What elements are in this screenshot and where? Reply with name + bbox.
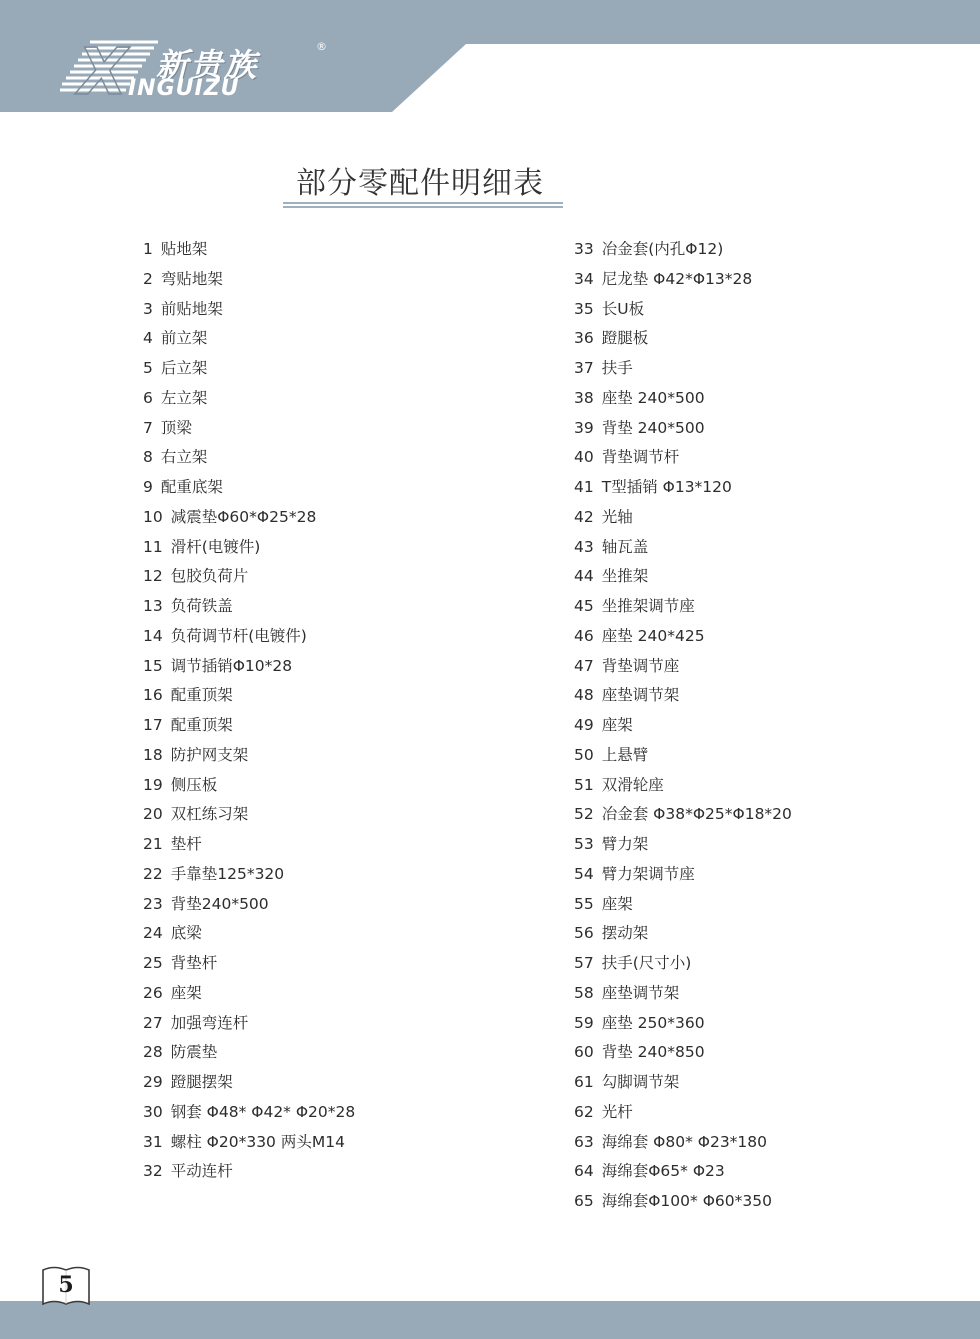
- title-underline: [283, 202, 563, 210]
- list-item: [574, 860, 954, 890]
- part-number: 6: [143, 388, 153, 407]
- list-item: [574, 949, 954, 979]
- part-name: 背垫杆: [170, 954, 218, 972]
- part-number: 25: [143, 954, 163, 972]
- part-name: 调节插销Φ10*28: [170, 656, 293, 675]
- part-name: 蹬腿板: [601, 329, 649, 348]
- part-name: 勾脚调节架: [601, 1073, 680, 1091]
- part-name: 冶金套(内孔Φ12): [601, 240, 724, 258]
- part-number: 62: [574, 1102, 594, 1121]
- part-name: 扶手: [601, 359, 633, 377]
- part-name: T型插销 Φ13*120: [601, 478, 732, 496]
- list-item: [143, 979, 543, 1009]
- part-name: 滑杆(电镀件): [170, 537, 261, 556]
- list-item: [574, 592, 954, 622]
- brand-name-en: INGUIZU: [128, 76, 240, 101]
- part-name: 扶手(尺寸小): [601, 954, 692, 972]
- part-number: 60: [574, 1043, 594, 1062]
- part-number: 18: [143, 745, 163, 764]
- list-item: [143, 1157, 543, 1187]
- part-number: 1: [143, 240, 153, 258]
- part-number: 23: [143, 894, 163, 913]
- part-number: 20: [143, 805, 163, 824]
- part-name: 前立架: [160, 329, 208, 348]
- part-number: 36: [574, 329, 594, 348]
- part-number: 8: [143, 448, 153, 467]
- part-number: 15: [143, 656, 163, 675]
- part-number: 61: [574, 1073, 594, 1091]
- part-name: 上悬臂: [601, 745, 649, 764]
- part-name: 前贴地架: [160, 299, 223, 318]
- page-title: 部分零配件明细表: [296, 166, 544, 201]
- part-name: 臂力架调节座: [601, 864, 695, 883]
- list-item: [574, 265, 954, 295]
- page-number: 5: [58, 1272, 74, 1298]
- part-number: 55: [574, 894, 594, 913]
- part-number: 16: [143, 686, 163, 705]
- part-number: 65: [574, 1192, 594, 1210]
- part-number: 24: [143, 924, 163, 943]
- part-name: 包胶负荷片: [170, 567, 249, 586]
- list-item: [143, 384, 543, 414]
- list-item: [574, 681, 954, 711]
- part-number: 64: [574, 1162, 594, 1181]
- parts-list-right: [574, 235, 954, 1217]
- list-item: [143, 890, 543, 920]
- part-name: 侧压板: [170, 775, 218, 794]
- list-item: [574, 384, 954, 414]
- part-name: 背垫240*500: [170, 894, 269, 913]
- part-name: 海绵套 Φ80* Φ23*180: [601, 1132, 768, 1151]
- list-item: [574, 1187, 954, 1217]
- list-item: [574, 652, 954, 682]
- part-number: 17: [143, 716, 163, 734]
- list-item: [143, 1068, 543, 1098]
- part-number: 58: [574, 983, 594, 1002]
- list-item: [143, 473, 543, 503]
- part-number: 31: [143, 1132, 163, 1151]
- list-item: [574, 800, 954, 830]
- part-name: 双滑轮座: [601, 775, 664, 794]
- part-name: 负荷铁盖: [170, 597, 233, 615]
- list-item: [143, 265, 543, 295]
- list-item: [143, 800, 543, 830]
- list-item: [574, 919, 954, 949]
- part-number: 53: [574, 835, 594, 853]
- list-item: [143, 741, 543, 771]
- part-name: 座架: [170, 983, 202, 1002]
- part-name: 配重顶架: [170, 716, 233, 734]
- part-number: 2: [143, 269, 153, 288]
- part-number: 50: [574, 745, 594, 764]
- list-item: [574, 443, 954, 473]
- part-number: 27: [143, 1013, 163, 1032]
- part-number: 5: [143, 359, 153, 377]
- list-item: [143, 562, 543, 592]
- part-name: 轴瓦盖: [601, 537, 649, 556]
- list-item: [574, 503, 954, 533]
- part-number: 12: [143, 567, 163, 586]
- logo-letter: X: [78, 36, 128, 102]
- list-item: [143, 860, 543, 890]
- part-name: 冶金套 Φ38*Φ25*Φ18*20: [601, 805, 792, 824]
- list-item: [143, 711, 543, 741]
- brand-name-cn: 新贵族: [156, 46, 259, 84]
- list-item: [143, 830, 543, 860]
- list-item: [574, 1128, 954, 1158]
- list-item: [143, 1128, 543, 1158]
- part-name: 减震垫Φ60*Φ25*28: [170, 507, 317, 526]
- list-item: [574, 711, 954, 741]
- list-item: [574, 473, 954, 503]
- part-name: 手靠垫125*320: [170, 864, 285, 883]
- brand-logo: [60, 36, 340, 102]
- part-name: 坐推架: [601, 567, 649, 586]
- list-item: [574, 1009, 954, 1039]
- list-item: [574, 1157, 954, 1187]
- list-item: [143, 592, 543, 622]
- part-number: 29: [143, 1073, 163, 1091]
- part-name: 顶梁: [160, 418, 192, 437]
- part-name: 蹬腿摆架: [170, 1073, 233, 1091]
- list-item: [143, 919, 543, 949]
- part-number: 56: [574, 924, 594, 943]
- part-name: 光杆: [601, 1102, 633, 1121]
- list-item: [143, 1038, 543, 1068]
- list-item: [574, 830, 954, 860]
- part-name: 海绵套Φ100* Φ60*350: [601, 1192, 772, 1210]
- part-number: 57: [574, 954, 594, 972]
- list-item: [574, 622, 954, 652]
- part-name: 光轴: [601, 507, 633, 526]
- part-number: 11: [143, 537, 163, 556]
- part-number: 54: [574, 864, 594, 883]
- list-item: [574, 324, 954, 354]
- list-item: [143, 949, 543, 979]
- part-number: 34: [574, 269, 594, 288]
- part-name: 防震垫: [170, 1043, 218, 1062]
- part-number: 46: [574, 626, 594, 645]
- part-number: 35: [574, 299, 594, 318]
- list-item: [574, 771, 954, 801]
- part-number: 39: [574, 418, 594, 437]
- part-number: 7: [143, 418, 153, 437]
- list-item: [574, 1038, 954, 1068]
- list-item: [574, 354, 954, 384]
- list-item: [574, 533, 954, 563]
- list-item: [143, 533, 543, 563]
- list-item: [574, 979, 954, 1009]
- part-name: 底梁: [170, 924, 202, 943]
- part-number: 37: [574, 359, 594, 377]
- part-number: 51: [574, 775, 594, 794]
- part-name: 双杠练习架: [170, 805, 249, 824]
- part-name: 弯贴地架: [160, 269, 223, 288]
- list-item: [574, 1068, 954, 1098]
- part-name: 贴地架: [160, 240, 208, 258]
- part-number: 33: [574, 240, 594, 258]
- list-item: [143, 235, 543, 265]
- part-name: 座架: [601, 716, 633, 734]
- part-name: 座垫调节架: [601, 983, 680, 1002]
- part-number: 13: [143, 597, 163, 615]
- part-name: 防护网支架: [170, 745, 249, 764]
- part-name: 臂力架: [601, 835, 649, 853]
- part-name: 配重顶架: [170, 686, 233, 705]
- part-number: 40: [574, 448, 594, 467]
- part-name: 坐推架调节座: [601, 597, 695, 615]
- part-name: 座垫 240*425: [601, 626, 705, 645]
- part-number: 59: [574, 1013, 594, 1032]
- part-name: 背垫调节座: [601, 656, 680, 675]
- part-name: 负荷调节杆(电镀件): [170, 626, 307, 645]
- part-number: 4: [143, 329, 153, 348]
- part-number: 28: [143, 1043, 163, 1062]
- part-number: 44: [574, 567, 594, 586]
- part-number: 21: [143, 835, 163, 853]
- part-name: 座垫 250*360: [601, 1013, 705, 1032]
- list-item: [143, 295, 543, 325]
- part-number: 19: [143, 775, 163, 794]
- list-item: [143, 652, 543, 682]
- part-number: 52: [574, 805, 594, 824]
- footer-band: [0, 1301, 980, 1339]
- part-number: 47: [574, 656, 594, 675]
- list-item: [143, 354, 543, 384]
- list-item: [574, 741, 954, 771]
- part-number: 45: [574, 597, 594, 615]
- part-number: 49: [574, 716, 594, 734]
- list-item: [143, 681, 543, 711]
- part-name: 左立架: [160, 388, 208, 407]
- part-name: 尼龙垫 Φ42*Φ13*28: [601, 269, 753, 288]
- part-number: 32: [143, 1162, 163, 1181]
- part-name: 座垫调节架: [601, 686, 680, 705]
- part-number: 42: [574, 507, 594, 526]
- part-name: 螺柱 Φ20*330 两头M14: [170, 1132, 345, 1151]
- list-item: [143, 1098, 543, 1128]
- list-item: [574, 1098, 954, 1128]
- part-name: 垫杆: [170, 835, 202, 853]
- list-item: [574, 295, 954, 325]
- list-item: [143, 1009, 543, 1039]
- part-name: 海绵套Φ65* Φ23: [601, 1162, 725, 1181]
- part-number: 41: [574, 478, 594, 496]
- parts-list-left: [143, 235, 543, 1187]
- list-item: [143, 771, 543, 801]
- part-number: 43: [574, 537, 594, 556]
- part-number: 30: [143, 1102, 163, 1121]
- part-name: 座垫 240*500: [601, 388, 705, 407]
- list-item: [574, 235, 954, 265]
- part-number: 3: [143, 299, 153, 318]
- part-name: 后立架: [160, 359, 208, 377]
- list-item: [574, 890, 954, 920]
- part-number: 22: [143, 864, 163, 883]
- list-item: [143, 503, 543, 533]
- page-number-badge: [40, 1264, 92, 1308]
- part-name: 摆动架: [601, 924, 649, 943]
- part-name: 加强弯连杆: [170, 1013, 249, 1032]
- part-name: 背垫 240*850: [601, 1043, 705, 1062]
- part-number: 26: [143, 983, 163, 1002]
- list-item: [143, 324, 543, 354]
- registered-mark: ®: [316, 40, 327, 53]
- part-name: 背垫 240*500: [601, 418, 705, 437]
- part-name: 背垫调节杆: [601, 448, 680, 467]
- part-number: 9: [143, 478, 153, 496]
- part-name: 右立架: [160, 448, 208, 467]
- list-item: [143, 414, 543, 444]
- list-item: [574, 414, 954, 444]
- part-name: 平动连杆: [170, 1162, 233, 1181]
- list-item: [574, 562, 954, 592]
- part-name: 配重底架: [160, 478, 223, 496]
- list-item: [143, 443, 543, 473]
- part-number: 14: [143, 626, 163, 645]
- part-name: 长U板: [601, 299, 645, 318]
- list-item: [143, 622, 543, 652]
- part-number: 48: [574, 686, 594, 705]
- part-number: 38: [574, 388, 594, 407]
- part-name: 座架: [601, 894, 633, 913]
- part-number: 10: [143, 507, 163, 526]
- part-name: 钢套 Φ48* Φ42* Φ20*28: [170, 1102, 356, 1121]
- part-number: 63: [574, 1132, 594, 1151]
